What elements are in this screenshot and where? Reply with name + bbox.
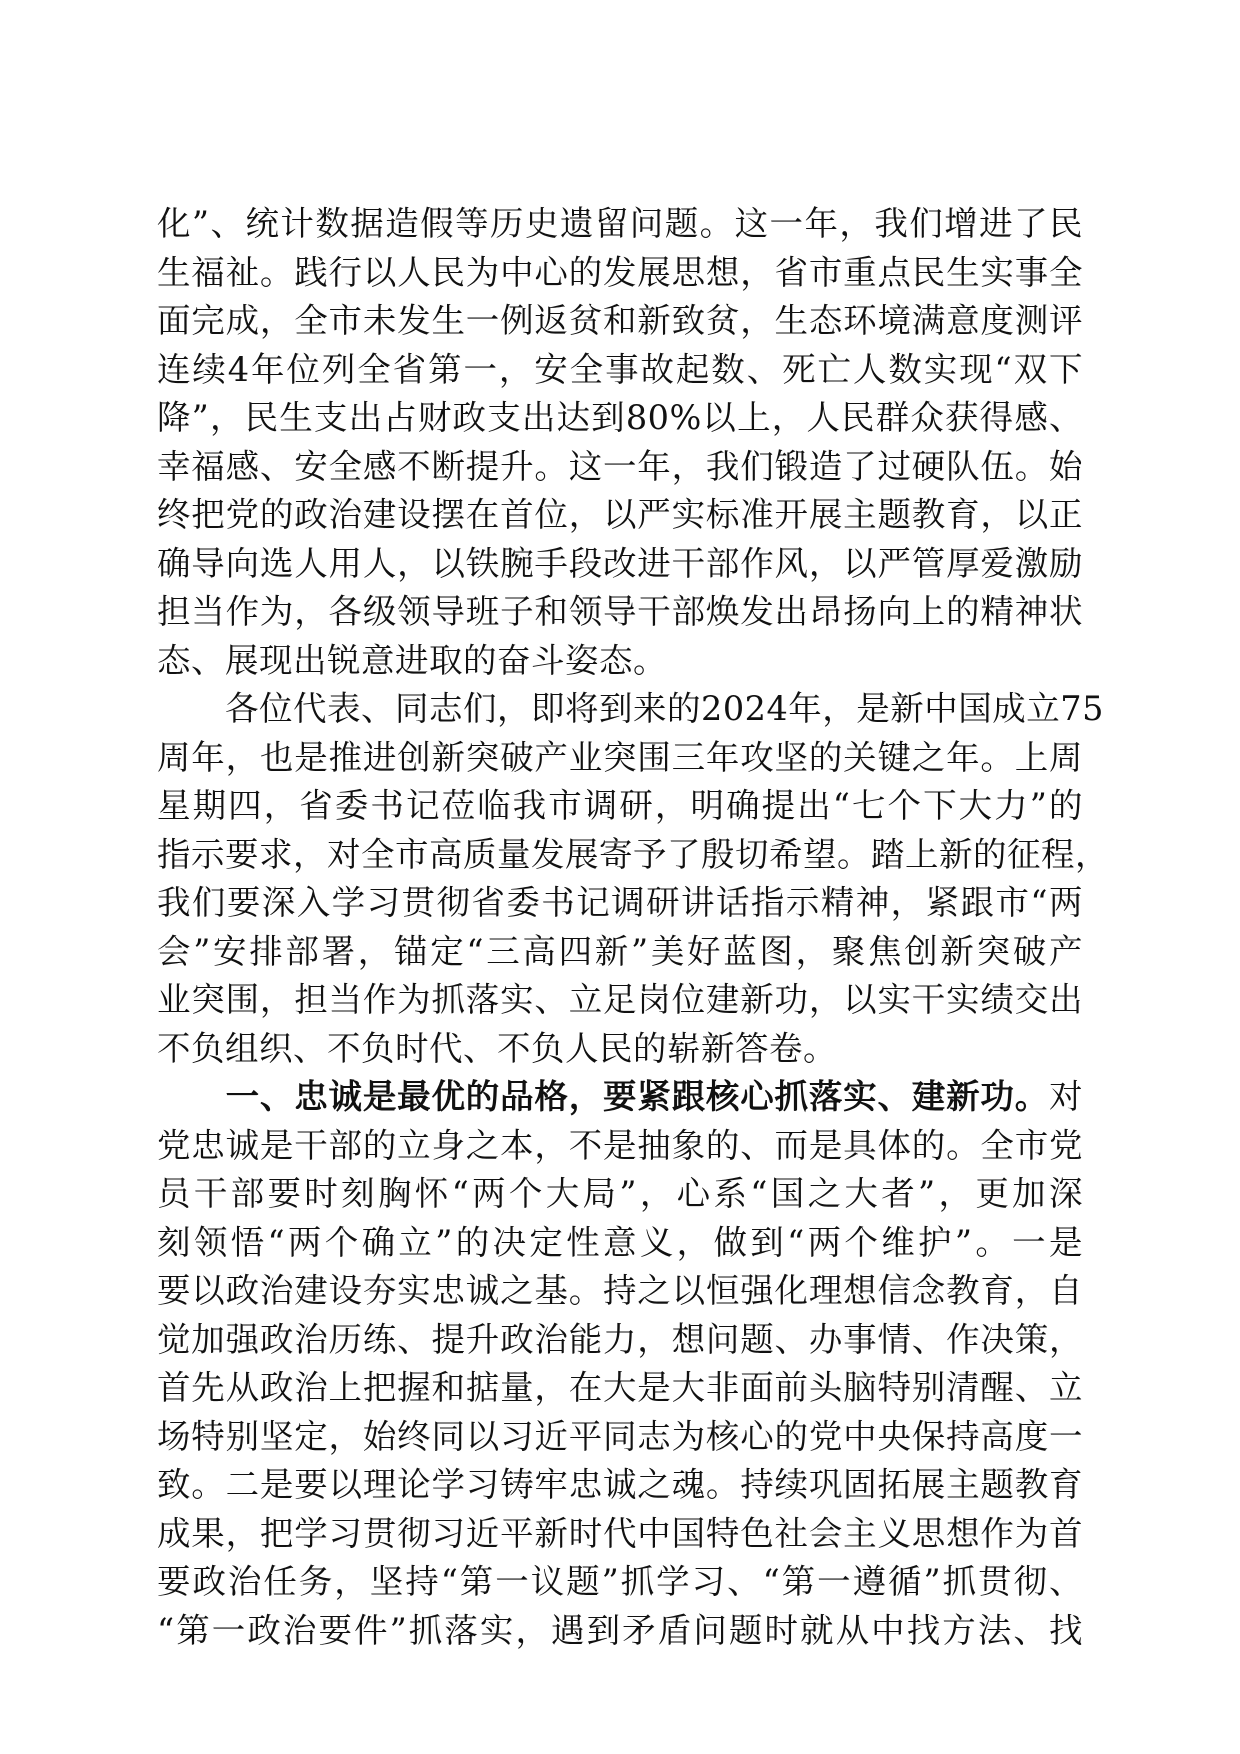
text-line: 我们要深入学习贯彻省委书记调研讲话指示精神，紧跟市“两 (157, 883, 1083, 922)
text-line: 确导向选人用人，以铁腕手段改进干部作风，以严管厚爱激励 (157, 543, 1083, 583)
section-heading: 一、忠诚是最优的品格，要紧跟核心抓落实、建新功。 (157, 1077, 1049, 1116)
text-line: 担当作为，各级领导班子和领导干部焕发出昂扬向上的精神状 (157, 592, 1083, 631)
text-line: 觉加强政治历练、提升政治能力，想问题、办事情、作决策， (157, 1319, 1083, 1359)
text-line: 成果，把学习贯彻习近平新时代中国特色社会主义思想作为首 (157, 1513, 1083, 1553)
text-line: 不负组织、不负时代、不负人民的崭新答卷。 (157, 1028, 837, 1068)
section-heading-line (157, 1073, 1083, 1122)
text-line: 星期四，省委书记莅临我市调研，明确提出“七个下大力”的 (157, 786, 1083, 825)
text-line: 指示要求，对全市高质量发展寄予了殷切希望。踏上新的征程， (157, 834, 1109, 874)
text-line: 态、展现出锐意进取的奋斗姿态。 (157, 640, 667, 680)
text-line: 各位代表、同志们，即将到来的2024年，是新中国成立75 (157, 689, 1104, 728)
text-line: 幸福感、安全感不断提升。这一年，我们锻造了过硬队伍。始 (157, 446, 1083, 486)
document-page (157, 200, 1109, 1655)
text-line: 业突围，担当作为抓落实、立足岗位建新功，以实干实绩交出 (157, 980, 1083, 1019)
text-line: 化”、统计数据造假等历史遗留问题。这一年，我们增进了民 (157, 204, 1083, 243)
text-line: 终把党的政治建设摆在首位，以严实标准开展主题教育，以正 (157, 495, 1083, 534)
text-line: 党忠诚是干部的立身之本，不是抽象的、而是具体的。全市党 (157, 1125, 1083, 1165)
text-line: 致。二是要以理论学习铸牢忠诚之魂。持续巩固拓展主题教育 (157, 1465, 1083, 1504)
text-line: 要以政治建设夯实忠诚之基。持之以恒强化理想信念教育，自 (157, 1271, 1083, 1310)
paragraph-loyalty (157, 1073, 1083, 1655)
heading-tail-text: 对 (1049, 1077, 1083, 1116)
text-line: 员干部要时刻胸怀“两个大局”，心系“国之大者”，更加深 (157, 1174, 1083, 1213)
text-line: 首先从政治上把握和掂量，在大是大非面前头脑特别清醒、立 (157, 1368, 1083, 1407)
text-line: 面完成，全市未发生一例返贫和新致贫，生态环境满意度测评 (157, 301, 1083, 340)
text-line: “第一政治要件”抓落实，遇到矛盾问题时就从中找方法、找 (157, 1610, 1083, 1650)
text-line: 要政治任务，坚持“第一议题”抓学习、“第一遵循”抓贯彻、 (157, 1562, 1083, 1601)
text-line: 会”安排部署，锚定“三高四新”美好蓝图，聚焦创新突破产 (157, 931, 1083, 971)
text-line: 刻领悟“两个确立”的决定性意义，做到“两个维护”。一是 (157, 1222, 1083, 1262)
paragraph-achievements (157, 200, 1083, 685)
text-line: 连续4年位列全省第一，安全事故起数、死亡人数实现“双下 (157, 349, 1083, 389)
text-line: 生福祉。践行以人民为中心的发展思想，省市重点民生实事全 (157, 252, 1083, 292)
paragraph-outlook-2024 (157, 685, 1109, 1073)
text-line: 周年，也是推进创新突破产业突围三年攻坚的关键之年。上周 (157, 737, 1083, 777)
text-line: 降”，民生支出占财政支出达到80%以上，人民群众获得感、 (157, 398, 1083, 437)
text-line: 场特别坚定，始终同以习近平同志为核心的党中央保持高度一 (157, 1416, 1083, 1456)
